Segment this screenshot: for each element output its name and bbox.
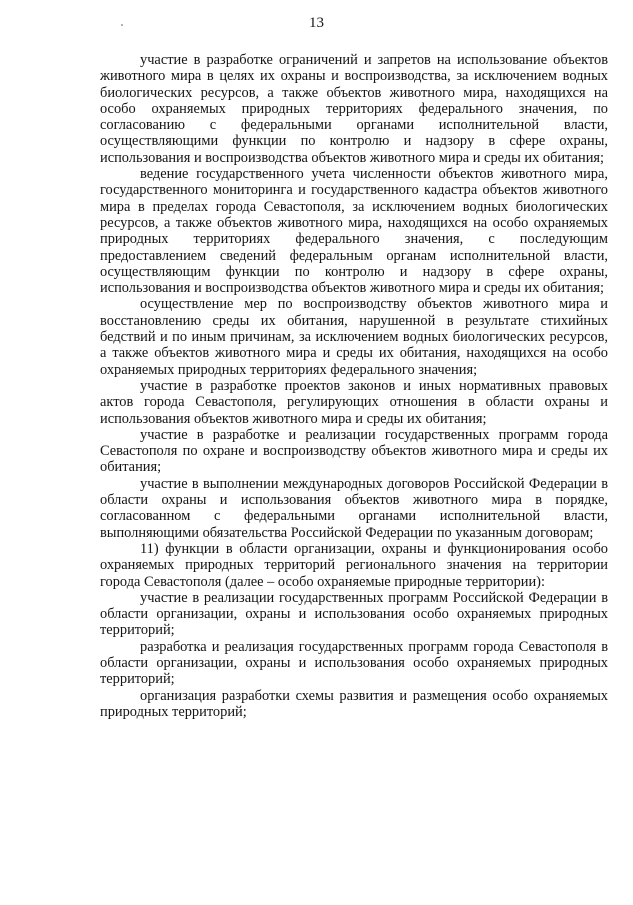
paragraph-10: организация разработки схемы развития и размещения особо охраняемых природных территорий; <box>100 687 608 720</box>
paragraph-1: участие в разработке ограничений и запретов на использование объектов животного мира в целях их охраны и воспроизводства, за исключением водных биологических ресурсов, а также объектов животного мира, находящихся на особо охраняемых природных территориях федерального значения, по согласованию с федеральными органами исполнительной власти, осуществляющими функции по контролю и надзору в сфере охраны, использования и воспроизводства объектов животного мира и среды их обитания; <box>100 52 608 166</box>
paragraph-7-section-11: 11) функции в области организации, охраны и функционирования особо охраняемых природных территорий регионального значения на территории города Севастополя (далее – особо охраняемые природные территории): <box>100 540 608 590</box>
paragraph-3: осуществление мер по воспроизводству объектов животного мира и восстановлению среды их обитания, нарушенной в результате стихийных бедствий и по иным причинам, за исключением водных биологических ресурсов, а также объектов животного мира и среды их обитания, находящихся на особо охраняемых природных территориях федерального значения; <box>100 296 608 378</box>
scan-speck-mark <box>121 24 123 26</box>
paragraph-6: участие в выполнении международных договоров Российской Федерации в области охраны и использования объектов животного мира в порядке, согласованном с федеральными органами исполнительной власти, выполняющими обязательства Российской Федерации по указанным договорам; <box>100 475 608 541</box>
paragraph-9: разработка и реализация государственных программ города Севастополя в области организации, охраны и использования особо охраняемых природных территорий; <box>100 638 608 688</box>
paragraph-8: участие в реализации государственных программ Российской Федерации в области организации, охраны и использования особо охраняемых природных территорий; <box>100 589 608 639</box>
paragraph-2: ведение государственного учета численности объектов животного мира, государственного мониторинга и государственного кадастра объектов животного мира в пределах города Севастополя, за исключением водных биологических ресурсов, а также объектов животного мира, находящихся на особо охраняемых природных территориях федерального значения, с последующим предоставлением сведений федеральным органам исполнительной власти, осуществляющим функции по контролю и надзору в сфере охраны, использования и воспроизводства объектов животного мира и среды их обитания; <box>100 166 608 297</box>
document-body <box>100 52 608 720</box>
page-number: 13 <box>309 15 324 31</box>
paragraph-5: участие в разработке и реализации государственных программ города Севастополя по охране и воспроизводству объектов животного мира и среды их обитания; <box>100 426 608 476</box>
paragraph-4: участие в разработке проектов законов и иных нормативных правовых актов города Севастополя, регулирующих отношения в области охраны и использования объектов животного мира и среды их обитания; <box>100 377 608 427</box>
